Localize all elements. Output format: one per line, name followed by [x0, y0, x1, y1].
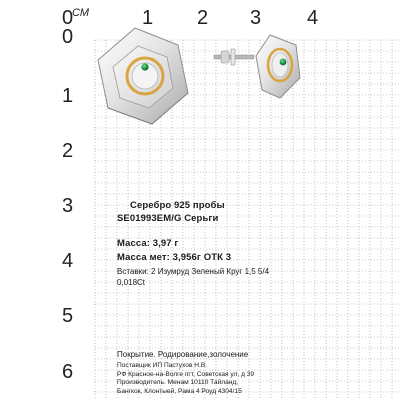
tag-supplier-line1: Поставщик ИП Пастухов Н.В.: [117, 362, 208, 369]
ruler-x-label-2: 2: [197, 7, 209, 29]
ruler-y-label-0: 0: [62, 26, 74, 48]
ruler-x-label-0: 0: [62, 7, 74, 29]
ruler-x-label-1: 1: [142, 7, 154, 29]
ruler-y-label-5: 5: [62, 305, 74, 327]
tag-mass-metal: Масса мет: 3,956г ОТК 3: [117, 252, 232, 263]
ruler-y-label-1: 1: [62, 85, 74, 107]
tag-inserts-line1: Вставки: 2 Изумруд Зеленый Круг 1,5 5/4: [117, 267, 270, 276]
ruler-y-label-3: 3: [62, 195, 74, 217]
tag-title-line2: SE01993EM/G Серьги: [117, 213, 219, 224]
ruler-y-label-6: 6: [62, 361, 74, 383]
ruler-x-label-3: 3: [250, 7, 262, 29]
ruler-unit-label: СМ: [72, 7, 89, 19]
tag-mass: Масса: 3,97 г: [117, 238, 179, 249]
ruler-y-label-2: 2: [62, 140, 74, 162]
tag-supplier-line2: РФ Красное-на-Волге пгт, Советская ул, д 39: [117, 370, 255, 378]
ruler-x-label-4: 4: [307, 7, 319, 29]
tag-supplier-line4: Бангкок, Клонтыей, Рама 4 Роуд 4304/15: [117, 387, 242, 395]
ruler-y-label-4: 4: [62, 250, 74, 272]
tag-supplier-line3: Производитель. Менам 10110 Тайланд,: [117, 379, 239, 386]
hexagon-stud-earring-front-icon: [98, 28, 188, 124]
tag-coating: Покрытие. Родирование,золочение: [117, 350, 249, 359]
tag-inserts-line2: 0,018Ct: [117, 278, 146, 287]
tag-title-line1: Серебро 925 пробы: [130, 200, 225, 211]
